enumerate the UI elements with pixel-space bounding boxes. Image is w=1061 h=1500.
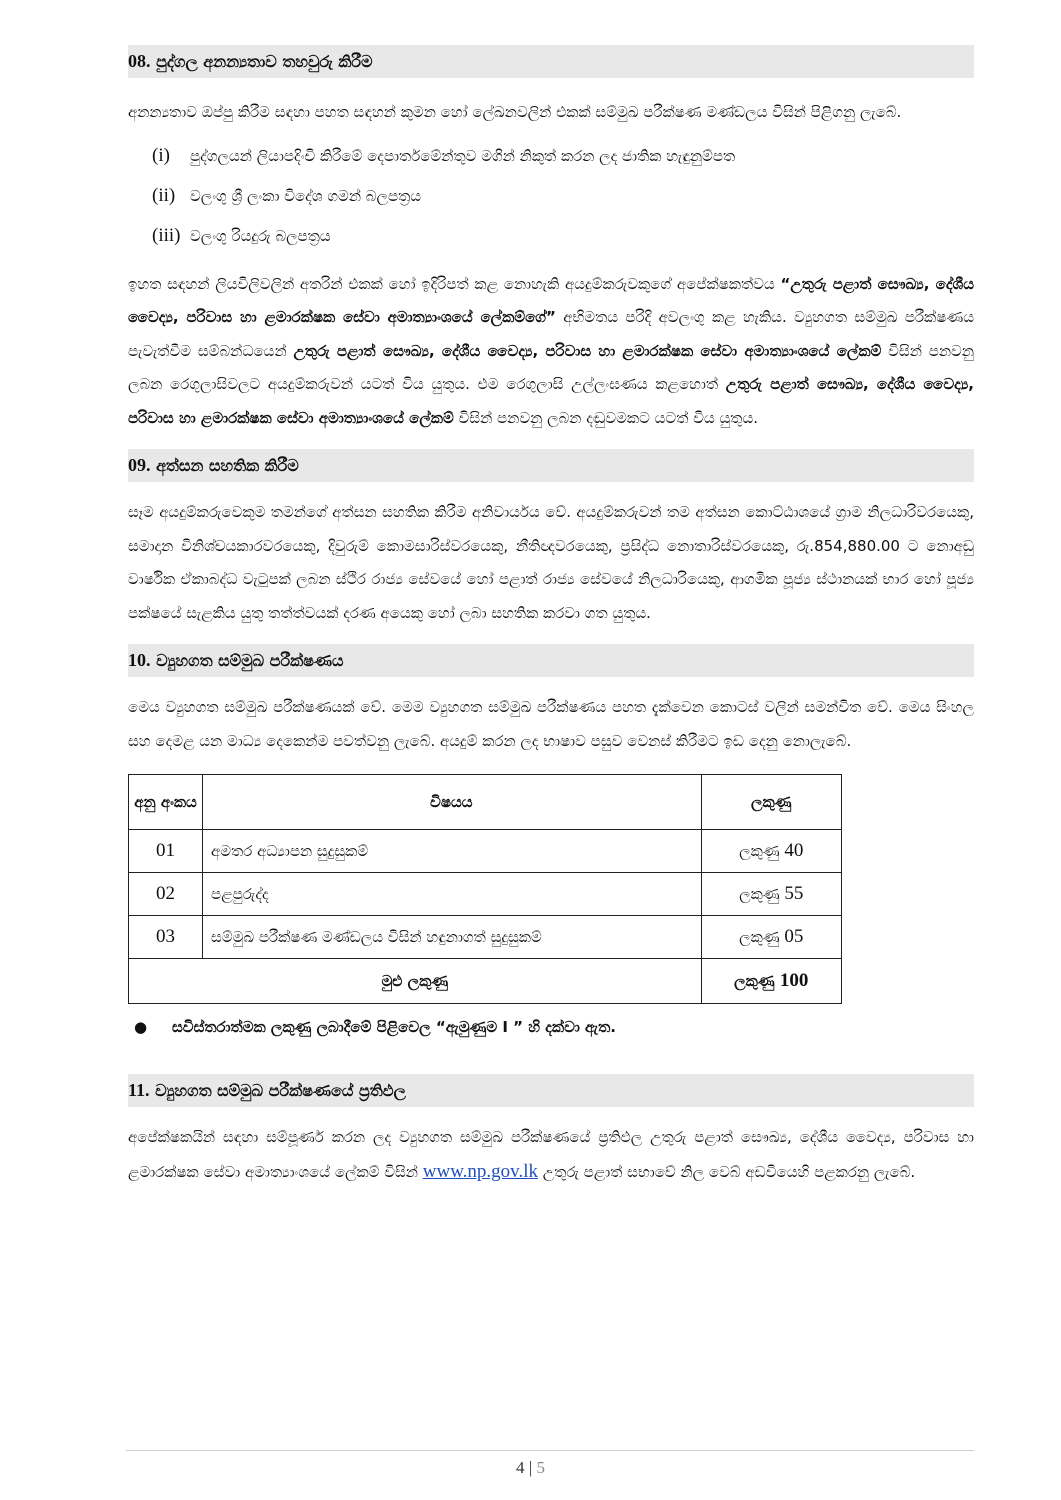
- header-subject: විෂයය: [203, 775, 702, 830]
- section-number: 11.: [128, 1080, 150, 1100]
- website-link[interactable]: www.np.gov.lk: [422, 1160, 538, 1182]
- section-title: අත්සන සහතික කිරීම: [156, 456, 299, 475]
- page-footer: [0, 1458, 1061, 1478]
- section-title: පුද්ගල අනන්‍යතාව තහවුරු කිරීම: [156, 52, 373, 71]
- section-number: 08.: [128, 51, 151, 71]
- identity-doc-list: [128, 136, 974, 256]
- section-number: 10.: [128, 650, 151, 670]
- signature-paragraph: සෑම අයදුම්කරුවෙකුම තමන්ගේ අත්සන සහතික කිරීම අනිවාර්යය වේ. අයදුම්කරුවන් තම අත්සන කොට්ඨාශයේ ග්‍රාම නිලධාරිවරයෙකු, සමාදාන විනිශ්චයකාරවරයෙකු, දිවුරුම් කොමසාරිස්වරයෙකු, නීතිඥවරයෙකු, ප්‍රසිද්ධ නොතාරිස්වරයෙකු, රු.854,880.00 ට නොඅඩු වාර්ෂික ඒකාබද්ධ වැටුපක් ලබන ස්ථිර රාජ්‍ය සේවයේ හෝ පළාත් රාජ්‍ය සේවයේ නිලධාරියෙකු, ආගමික පූජ්‍ය ස්ථානයක් භාර හෝ පූජ්‍ය පක්ෂයේ සැළකිය යුතු තත්ත්වයක් දරණ අයෙකු හෝ ලබා සහතික කරවා ගත යුතුය.: [128, 503, 974, 622]
- identity-intro: අනන්‍යතාව ඔප්පු කිරීම සඳහා පහත සඳහන් කුමන හෝ ලේඛනවලින් එකක් සම්මුඛ පරීක්ෂණ මණ්ඩලය විසින් පිළිගනු ලැබේ.: [128, 103, 902, 121]
- bullet-icon: ●: [134, 1018, 148, 1036]
- page-separator: |: [528, 1458, 533, 1477]
- section-09-heading: [128, 449, 974, 482]
- results-paragraph: අපේක්ෂකයින් සඳහා සම්පූර්ණ කරන ලද ව්‍යුහගත සම්මුඛ පරීක්ෂණයේ ප්‍රතිඵල උතුරු පළාත් සෞඛ්‍ය, දේශීය වෛද්‍ය, පරිවාස හා ළමාරක්ෂක සේවා අමාත්‍යාංශයේ ලේකම් විසින් www.np.gov.lk උතුරු පළාත් සභාවේ නිල වෙබ් අඩවියෙහි පළකරනු ලැබේ.: [128, 1128, 974, 1182]
- list-item: (iii) වලංගු රියදුරු බලපත්‍රය: [152, 224, 331, 246]
- total-label: මුළු ලකුණු: [129, 959, 702, 1004]
- table-row: 03 සම්මුඛ පරීක්ෂණ මණ්ඩලය විසින් හඳුනාගත් සුදුසුකම් ලකුණු 05: [129, 916, 842, 959]
- total-marks: ලකුණු 100: [701, 959, 841, 1004]
- section-11-heading: [128, 1074, 974, 1107]
- marks-table: [128, 774, 842, 1004]
- list-item: (i) පුද්ගලයන් ලියාපදිංචි කිරීමේ දෙපාර්තමේන්තුව මගින් නිකුත් කරන ලද ජාතික හැඳුනුම්පත: [152, 144, 736, 166]
- marks-note: ● සවිස්තරාත්මක ලකුණු ලබාදීමේ පිළිවෙල “ඇමුණුම I ” හි දක්වා ඇත.: [128, 1018, 974, 1036]
- section-title: ව්‍යුහගත සම්මුඛ පරීක්ෂණයේ ප්‍රතිඵල: [155, 1081, 406, 1100]
- section-10-heading: [128, 644, 974, 677]
- page-total: 5: [536, 1458, 545, 1477]
- table-header-row: [129, 775, 842, 830]
- interview-paragraph: මෙය ව්‍යුහගත සම්මුඛ පරීක්ෂණයක් වේ. මෙම ව්‍යුහගත සම්මුඛ පරීක්ෂණය පහත දැක්වෙන කොටස් වලින් සමන්විත වේ. මෙය සිංහල සහ දෙමළ යන මාධ්‍ය දෙකෙන්ම පවත්වනු ලැබේ. අයදුම් කරන ලද භාෂාව පසුව වෙනස් කිරීමට ඉඩ දෙනු නොලැබේ.: [128, 698, 974, 750]
- table-row: 01 අමතර අධ්‍යාපන සුදුසුකම් ලකුණු 40: [129, 830, 842, 873]
- table-row: 02 පළපුරුද්ද ලකුණු 55: [129, 873, 842, 916]
- document-page: [128, 45, 974, 1189]
- page-number: 4: [516, 1458, 525, 1477]
- section-08-heading: [128, 45, 974, 78]
- table-total-row: [129, 959, 842, 1004]
- header-number: අනු අංකය: [129, 775, 203, 830]
- identity-paragraph-2: ඉහත සඳහන් ලියවිලිවලින් අතරින් එකක් හෝ ඉදිරිපත් කළ නොහැකි අයදුම්කරුවකුගේ අපේක්ෂකත්වය “උතුරු පළාත් සෞඛ්‍ය, දේශීය වෛද්‍ය, පරිවාස හා ළමාරක්ෂක සේවා අමාත්‍යාංශයේ ලේකම්ගේ” අභිමතය පරිදි අවලංගු කළ හැකිය. ව්‍යුහගත සම්මුඛ පරීක්ෂණය පැවැත්වීම සම්බන්ධයෙන් උතුරු පළාත් සෞඛ්‍ය, දේශීය වෛද්‍ය, පරිවාස හා ළමාරක්ෂක සේවා අමාත්‍යාංශයේ ලේකම් විසින් පනවනු ලබන රෙගුලාසිවලට අයදුම්කරුවන් යටත් විය යුතුය. එම රෙගුලාසි උල්ලංඝණය කළහොත් උතුරු පළාත් සෞඛ්‍ය, දේශීය වෛද්‍ය, පරිවාස හා ළමාරක්ෂක සේවා අමාත්‍යාංශයේ ලේකම් විසින් පනවනු ලබන දඬුවමකට යටත් විය යුතුය.: [128, 274, 974, 427]
- footer-divider: [126, 1450, 974, 1451]
- section-number: 09.: [128, 455, 151, 475]
- list-item: (ii) වලංගු ශ්‍රී ලංකා විදේශ ගමන් බලපත්‍රය: [152, 184, 422, 206]
- section-title: ව්‍යුහගත සම්මුඛ පරීක්ෂණය: [156, 651, 344, 670]
- header-marks: ලකුණු: [701, 775, 841, 830]
